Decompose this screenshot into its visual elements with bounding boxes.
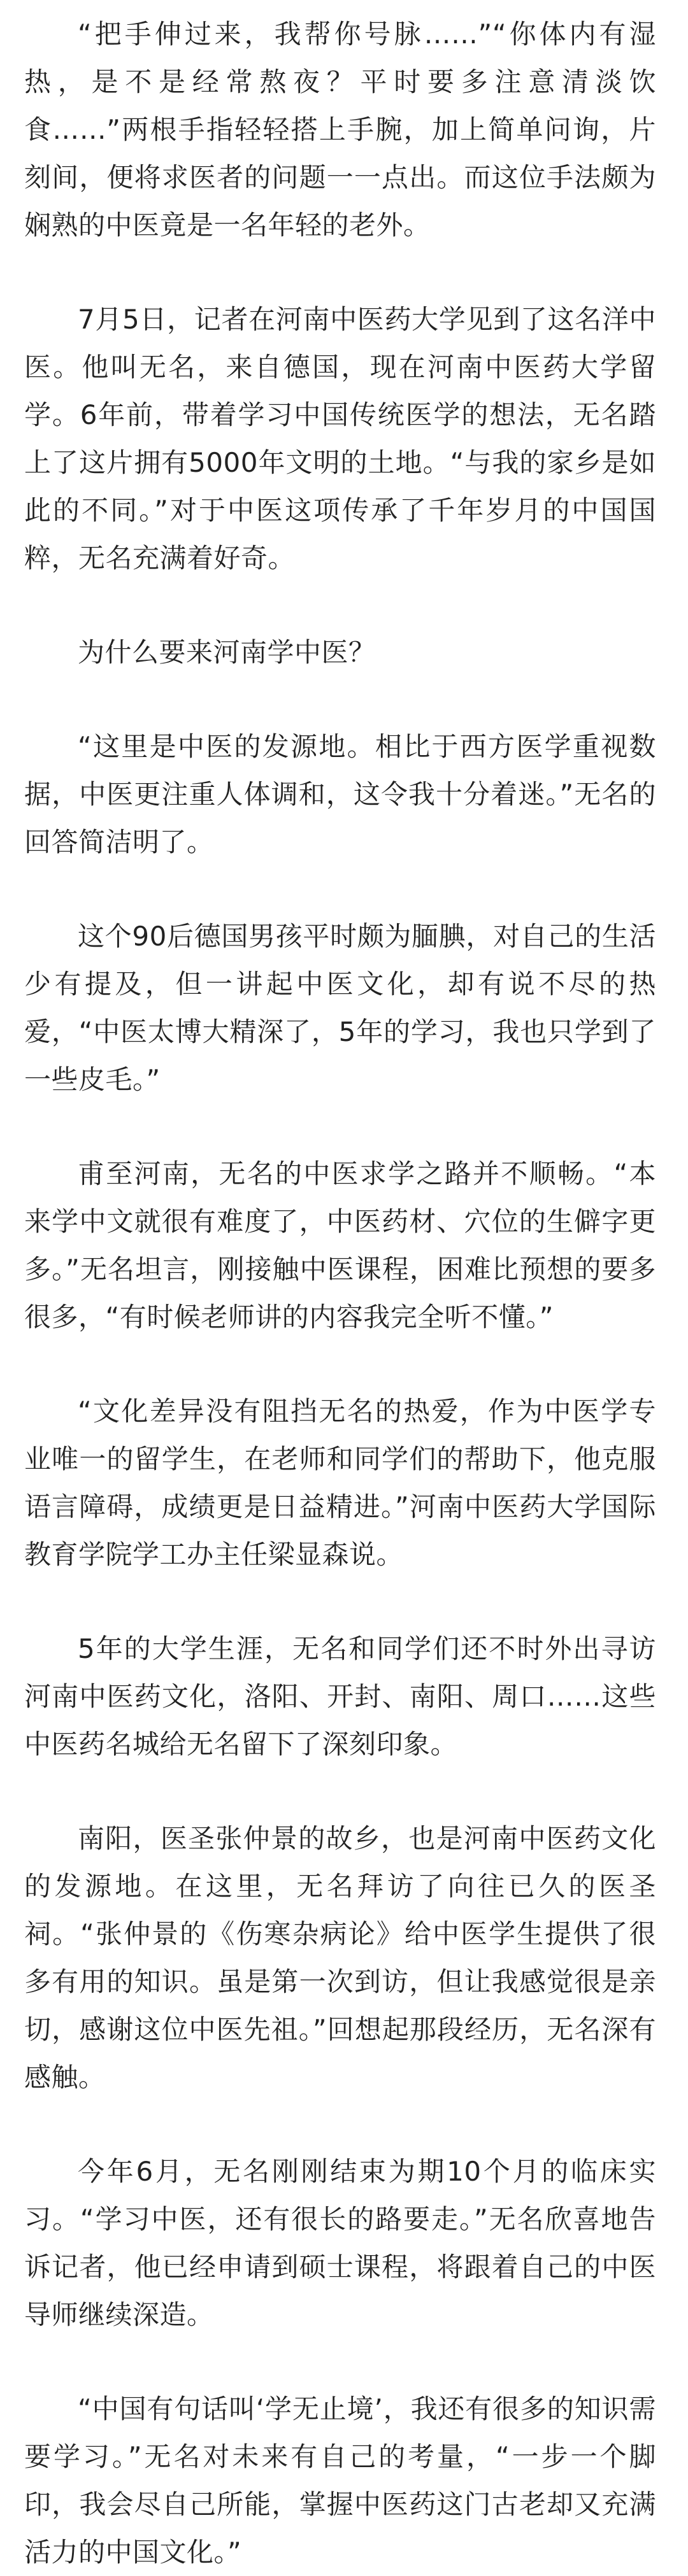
paragraph-5: 这个90后德国男孩平时颇为腼腆，对自己的生活少有提及，但一讲起中医文化，却有说不尽的热爱，“中医太博大精深了，5年的学习，我也只学到了一些皮毛。” [24,921,656,1095]
paragraph-11: “中国有句话叫‘学无止境’，我还有很多的知识需要学习。”无名对未来有自己的考量，“一步一个脚印，我会尽自己所能，掌握中医药这门古老却又充满活力的中国文化。” [24,2393,656,2568]
paragraph-8: 5年的大学生涯，无名和同学们还不时外出寻访河南中医药文化，洛阳、开封、南阳、周口……这些中医药名城给无名留下了深刻印象。 [24,1633,656,1760]
paragraph-3: 为什么要来河南学中医？ [78,637,376,668]
paragraph-10: 今年6月，无名刚刚结束为期10个月的临床实习。“学习中医，还有很长的路要走。”无名欣喜地告诉记者，他已经申请到硕士课程，将跟着自己的中医导师继续深造。 [24,2156,656,2330]
paragraph-2: 7月5日，记者在河南中医药大学见到了这名洋中医。他叫无名，来自德国，现在河南中医药大学留学。6年前，带着学习中国传统医学的想法，无名踏上了这片拥有5000年文明的土地。“与我的家乡是如此的不同。”对于中医这项传承了千年岁月的中国国粹，无名充满着好奇。 [24,304,656,574]
paragraph-7: “文化差异没有阻挡无名的热爱，作为中医学专业唯一的留学生，在老师和同学们的帮助下，他克服语言障碍，成绩更是日益精进。”河南中医药大学国际教育学院学工办主任梁显森说。 [24,1396,656,1570]
paragraph-9: 南阳，医圣张仲景的故乡，也是河南中医药文化的发源地。在这里，无名拜访了向往已久的医圣祠。“张仲景的《伤寒杂病论》给中医学生提供了很多有用的知识。虽是第一次到访，但让我感觉很是亲切，感谢这位中医先祖。”回想起那段经历，无名深有感触。 [24,1823,656,2093]
paragraph-6: 甫至河南，无名的中医求学之路并不顺畅。“本来学中文就很有难度了，中医药材、穴位的生僻字更多。”无名坦言，刚接触中医课程，困难比预想的要多很多，“有时候老师讲的内容我完全听不懂。” [24,1158,656,1333]
paragraph-4: “这里是中医的发源地。相比于西方医学重视数据，中医更注重人体调和，这令我十分着迷。”无名的回答简洁明了。 [24,731,656,858]
paragraph-1: “把手伸过来，我帮你号脉……”“你体内有湿热，是不是经常熬夜？平时要多注意清淡饮食……”两根手指轻轻搭上手腕，加上简单问询，片刻间，便将求医者的问题一一点出。而这位手法颇为娴熟的中医竟是一名年轻的老外。 [24,18,656,241]
